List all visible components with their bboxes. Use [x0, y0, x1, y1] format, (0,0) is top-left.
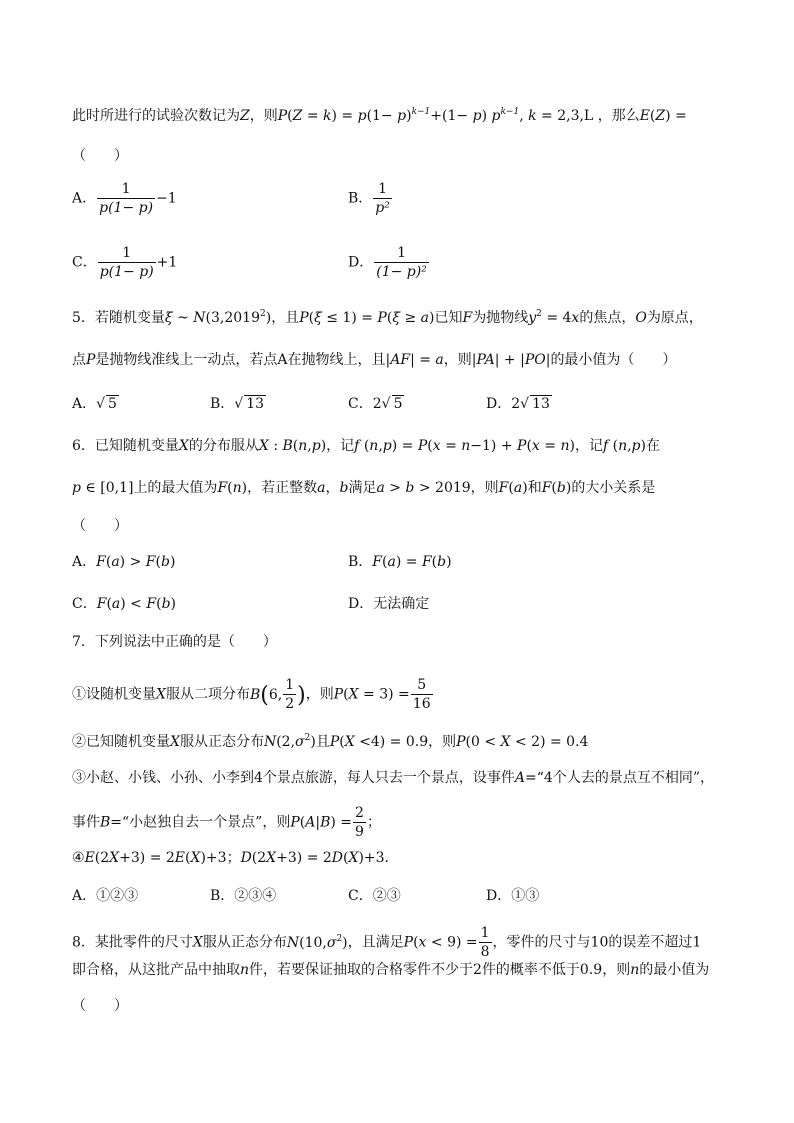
q5-text: 的焦点， [579, 310, 636, 326]
formula-pa-po: |PA| + |PO| [471, 352, 551, 368]
q8-line-1 [72, 924, 701, 961]
option-label: D． [486, 396, 512, 412]
q7-text: ③小赵、小钱、小孙、小李到4个景点旅游，每人只去一个景点，设事件 [72, 770, 515, 786]
coefficient: 2 [372, 396, 382, 412]
formula-p02: P(0 < X < 2) = 0.4 [456, 734, 589, 750]
option-label: D． [348, 254, 374, 271]
q5-text: 点 [72, 352, 86, 368]
lead-text: 此时所进行的试验次数记为 [72, 108, 240, 124]
denominator: (1− p)² [376, 264, 427, 280]
q6-option-d: D．无法确定 [348, 596, 430, 612]
lead-line [72, 106, 687, 126]
q6-text: ， [325, 480, 340, 496]
q7-stem: 7．下列说法中正确的是（ ） [72, 634, 277, 650]
q6-option-a [72, 552, 175, 572]
var-z: Z [240, 108, 250, 124]
formula-fnp-short: f (n,p) [602, 438, 646, 454]
q7-text: ④ [72, 850, 85, 866]
formula-normal: $N(2,\sigma^2)$ [263, 733, 316, 750]
formula-pab: P(A|B) = [290, 814, 353, 831]
option-label: A． [72, 190, 97, 207]
option-label: B． [210, 396, 235, 412]
q7-option-c: C．②③ [348, 888, 401, 904]
formula-fnp: f (n,p) = P(x = n−1) + P(x = n) [354, 438, 575, 454]
formula-normal: ξ ~ N(3,2019$^2$) [164, 309, 272, 326]
var-b: B [100, 814, 111, 831]
q8-text: 即合格，从这批产品中抽取 [72, 962, 240, 978]
formula-prob-eq: P(ξ ≤ 1) = P(ξ ≥ a) [299, 310, 435, 326]
sqrt-symbol: √ [520, 396, 530, 412]
var-x: X [156, 686, 166, 703]
var-b: b [339, 480, 349, 496]
formula-normal: $N(10,\sigma^2)$ [286, 933, 348, 951]
q5-option-a [72, 394, 119, 414]
q8-text: ，且满足 [347, 934, 404, 951]
q5-text: 已知 [434, 310, 463, 326]
fraction [98, 244, 156, 281]
q7-option-b: B．②③④ [210, 888, 277, 904]
coefficient: 2 [511, 396, 521, 412]
lead-text: ，则 [249, 108, 278, 124]
var-n: n [630, 962, 640, 978]
fraction: $\frac{1}{2}$ [285, 677, 295, 712]
option-a [72, 180, 177, 217]
q5-text: ，则 [443, 352, 472, 368]
sqrt-value: 5 [393, 396, 403, 412]
q5-text: 为原点， [646, 310, 703, 326]
fraction [374, 244, 429, 281]
answer-bracket: （ ） [72, 518, 128, 534]
formula-af: |AF| = a [385, 352, 444, 368]
q6-text: ，若正整数 [247, 480, 318, 496]
option-label: C． [72, 596, 97, 612]
q5-text: 5．若随机变量 [72, 310, 165, 326]
q6-line-1 [72, 436, 660, 456]
q7-text: ，则 [305, 686, 334, 703]
var-x: X [192, 934, 203, 951]
q7-statement-3-line-2 [72, 804, 381, 841]
q6-text: 在 [645, 438, 660, 454]
sqrt-symbol: √ [96, 396, 106, 412]
q8-text: 服从正态分布 [202, 934, 287, 951]
var-a: a [317, 480, 326, 496]
answer-bracket: （ ） [72, 998, 128, 1014]
numerator: 1 [373, 180, 392, 199]
formula-binomial: X : B(n,p) [258, 438, 327, 454]
var-a: A [514, 770, 526, 786]
formula: F(a) > F(b) [96, 554, 176, 570]
formula-Fn: F(n) [217, 480, 248, 496]
denominator: p² [375, 200, 390, 216]
var-o: O [635, 310, 647, 326]
q5-option-d [486, 394, 552, 414]
numerator: 1 [97, 180, 155, 199]
formula-pz: $P(Z = k) = p(1- p)^{k-1}+(1- p)$ $p^{k-1}$, k = 2,3,L [277, 107, 594, 124]
sqrt-value: 13 [532, 396, 550, 412]
q8-line-2 [72, 960, 709, 980]
sqrt-value: 13 [246, 396, 265, 412]
var-f: F [462, 310, 473, 326]
q5-text: 的最小值为（ ） [550, 352, 677, 368]
q6-text: ，则 [470, 480, 499, 496]
q7-text: ； [366, 814, 381, 831]
q7-text: ①设随机变量 [72, 686, 156, 703]
option-label: B． [348, 190, 373, 207]
q7-text: 且 [315, 734, 330, 750]
option-b [348, 180, 393, 217]
fraction: $\frac{1}{8}$ [480, 925, 490, 960]
option-tail: +1 [156, 254, 178, 271]
option-tail: −1 [156, 190, 177, 207]
q8-text: ，零件的尺寸与10的误差不超过1 [492, 934, 702, 951]
formula-Fa: F(a) [498, 480, 528, 496]
fraction [97, 180, 155, 217]
q6-option-b [348, 552, 452, 572]
sqrt-symbol: √ [234, 396, 244, 412]
option-label: C． [348, 396, 373, 412]
q5-text: 为抛物线 [472, 310, 529, 326]
formula-px3: P(X = 3) = [333, 686, 410, 703]
q7-statement-4 [72, 848, 389, 868]
denominator: p(1− p) [99, 200, 154, 216]
q6-option-c [72, 594, 176, 614]
q7-text: 服从正态分布 [179, 734, 264, 750]
formula-ez: E(Z) = [639, 108, 687, 124]
formula-Fb: F(b) [541, 480, 572, 496]
q7-text: ，则 [428, 734, 457, 750]
q7-statement-1 [72, 676, 434, 713]
formula-e: E(2X+3) = 2E(X)+3 [84, 850, 227, 866]
q8-text: 8．某批零件的尺寸 [72, 934, 193, 951]
q7-text: 服从二项分布 [165, 686, 250, 703]
fraction: $\frac{2}{9}$ [355, 805, 364, 840]
fraction [373, 180, 392, 217]
var-x: X [178, 438, 189, 454]
q7-statement-2 [72, 732, 588, 752]
q6-text: ，记 [574, 438, 603, 454]
q5-text: ，且 [271, 310, 300, 326]
formula-px4: P(X <4) = 0.9 [329, 734, 429, 750]
sqrt-value: 5 [108, 396, 117, 412]
q7-option-d: D．①③ [486, 888, 540, 904]
q7-text: ②已知随机变量 [72, 734, 170, 750]
q5-line-2 [72, 350, 676, 370]
formula-b: B(6, $\frac{1}{2}$ ) [249, 677, 306, 712]
formula-p-range: p ∈ [0,1] [72, 480, 134, 496]
q6-text: 满足 [348, 480, 377, 496]
q7-text: =“小赵独自去一个景点”，则 [110, 814, 291, 831]
q7-statement-3-line-1 [72, 768, 714, 788]
q7-option-a: A．①②③ [72, 888, 139, 904]
q6-text: 和 [527, 480, 542, 496]
q7-text: ； [226, 850, 241, 866]
q8-text: 件，若要保证抽取的合格零件不少于2件的概率不低于0.9，则 [249, 962, 631, 978]
q6-line-2 [72, 478, 655, 498]
q7-text: 事件 [72, 814, 100, 831]
option-label: A． [72, 396, 97, 412]
q6-text: 上的最大值为 [133, 480, 218, 496]
q7-text: =“4个人去的景点互不相同”， [525, 770, 714, 786]
q5-text: 是抛物线准线上一动点，若点A在抛物线上，且 [95, 352, 386, 368]
answer-bracket: （ ） [72, 148, 128, 164]
denominator: p(1− p) [99, 264, 154, 280]
option-label: B． [348, 554, 373, 570]
option-label: C． [72, 254, 97, 271]
formula-px9: P(x < 9) = [403, 934, 478, 951]
formula-ab: a > b > 2019 [376, 480, 471, 496]
q6-text: 的分布服从 [188, 438, 259, 454]
formula: F(a) = F(b) [372, 554, 452, 570]
option-label: A． [72, 554, 97, 570]
q5-option-c [348, 394, 404, 414]
q8-text: 的最小值为 [639, 962, 710, 978]
var-n: n [240, 962, 250, 978]
formula: F(a) < F(b) [96, 596, 176, 612]
formula-d: D(2X+3) = 2D(X)+3. [240, 850, 390, 866]
numerator: 1 [98, 244, 156, 263]
q6-text: 6．已知随机变量 [72, 438, 179, 454]
numerator: 1 [374, 244, 429, 263]
var-p: P [86, 352, 96, 368]
var-x: X [170, 734, 180, 750]
lead-text: ，那么 [597, 108, 640, 124]
q6-text: 的大小关系是 [571, 480, 656, 496]
formula-parabola: $y^2 = 4x$ [528, 309, 580, 326]
q5-line-1 [72, 308, 703, 328]
q6-text: ，记 [326, 438, 355, 454]
sqrt-symbol: √ [381, 396, 391, 412]
option-d [348, 244, 430, 281]
fraction: $\frac{5}{16}$ [412, 677, 431, 712]
q5-option-b [210, 394, 266, 414]
option-c [72, 244, 177, 281]
